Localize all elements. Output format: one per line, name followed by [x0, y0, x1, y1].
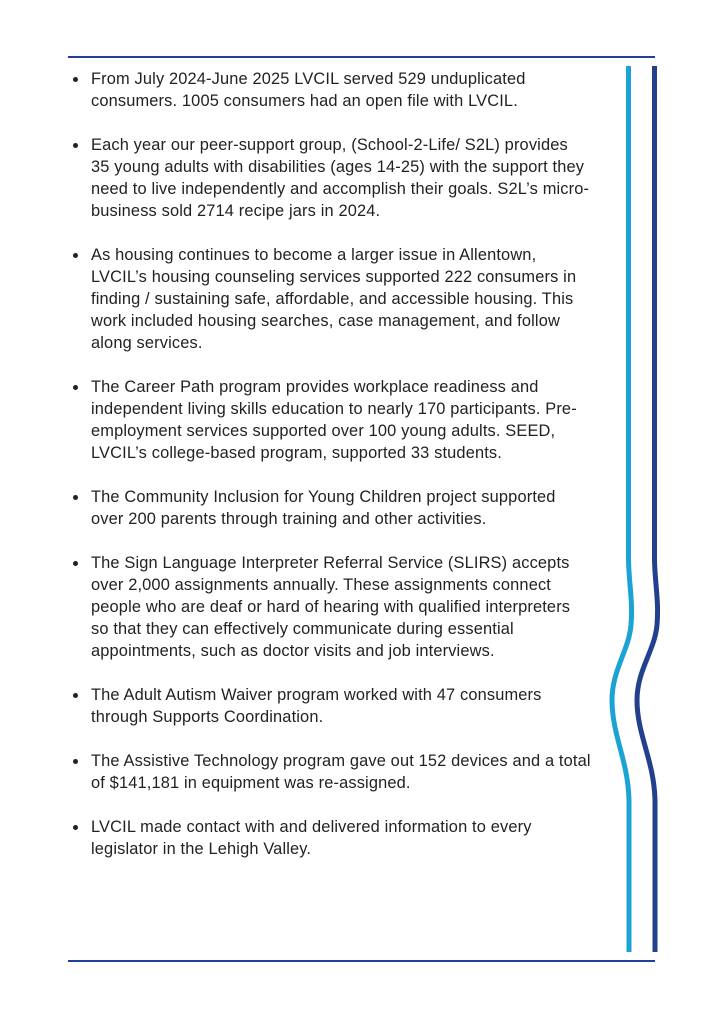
list-item-autism-waiver: The Adult Autism Waiver program worked with 47 consumers through Supports Coordination. — [91, 684, 591, 728]
list-item-slirs: The Sign Language Interpreter Referral Service (SLIRS) accepts over 2,000 assignments annually. These assignments connect people who are deaf or hard of hearing with qualified interpreters so that they can effectively communicate during essential appointments, such as doctor visits and job interviews. — [91, 552, 591, 662]
bottom-divider — [68, 960, 655, 962]
list-item-school-2-life: Each year our peer-support group, (School-2-Life/ S2L) provides 35 young adults with disabilities (ages 14-25) with the support they need to live independently and accomplish their goals. S2L’s micro-business sold 2714 recipe jars in 2024. — [91, 136, 590, 220]
light-blue-wave-line — [612, 66, 632, 952]
list-item-assistive-technology: The Assistive Technology program gave out 152 devices and a total of $141,181 in equipment was re-assigned. — [91, 752, 591, 792]
list-item-career-path: The Career Path program provides workplace readiness and independent living skills education to nearly 170 participants. Pre-employment services supported over 100 young adults. SEED, LVCIL’s college-based program, supported 33 students. — [91, 376, 591, 464]
list-item-housing-counseling: As housing continues to become a larger issue in Allentown, LVCIL’s housing counseling services supported 222 consumers in finding / sustaining safe, affordable, and accessible housing. This work included housing searches, case management, and follow along services. — [91, 244, 591, 354]
list-item-legislator-outreach: LVCIL made contact with and delivered information to every legislator in the Lehigh Valley. — [91, 816, 591, 860]
list-item-consumers-served: From July 2024-June 2025 LVCIL served 529 unduplicated consumers. 1005 consumers had an open file with LVCIL. — [91, 68, 591, 112]
dark-blue-wave-line — [637, 66, 658, 952]
top-divider — [68, 56, 655, 58]
accomplishments-list — [91, 68, 591, 882]
list-item-community-inclusion: The Community Inclusion for Young Children project supported over 200 parents through training and other activities. — [91, 486, 591, 530]
